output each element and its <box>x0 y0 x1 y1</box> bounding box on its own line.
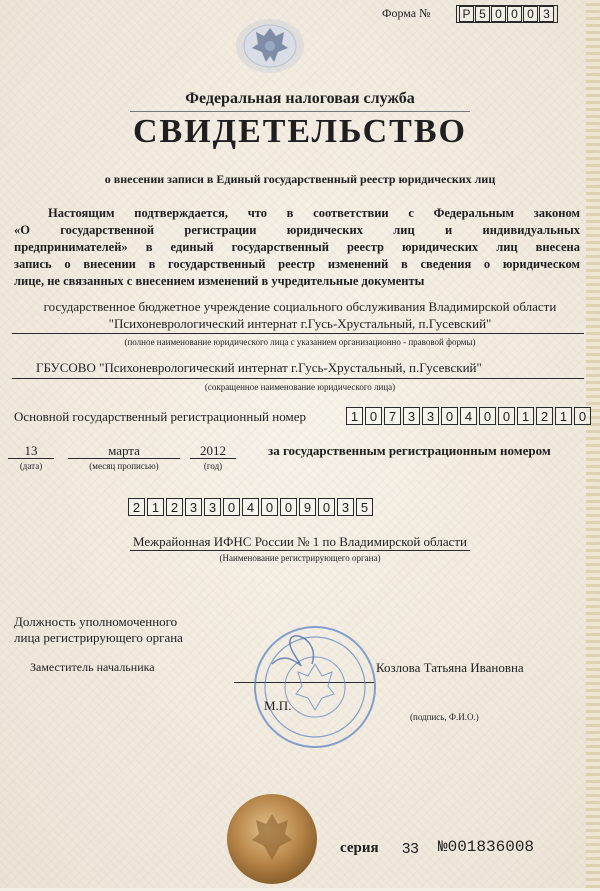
gold-seal-icon <box>224 792 320 886</box>
digit-cell: 3 <box>403 407 420 425</box>
digit-cell: 5 <box>356 498 373 516</box>
digit-cell: 4 <box>242 498 259 516</box>
form-code <box>456 5 558 23</box>
registration-label: за государственным регистрационным номером <box>268 443 551 458</box>
signatory-position: Заместитель начальника <box>30 660 155 674</box>
digit-cell: 0 <box>318 498 335 516</box>
digit-cell: 1 <box>555 407 572 425</box>
series-value: 33 <box>402 840 419 857</box>
digit-cell: 0 <box>479 407 496 425</box>
digit-cell: 2 <box>166 498 183 516</box>
statement-text <box>14 205 580 290</box>
underline <box>12 378 584 379</box>
underline <box>8 458 54 459</box>
digit-cell: 0 <box>365 407 382 425</box>
position-line1: Должность уполномоченного <box>14 614 178 629</box>
date-day: 13 <box>24 443 38 458</box>
grn-number <box>128 498 375 516</box>
digit-cell: 0 <box>507 6 522 22</box>
digit-cell: 0 <box>523 6 538 22</box>
digit-cell: 0 <box>261 498 278 516</box>
entity-full-name-line1: государственное бюджетное учреждение социального обслуживания Владимирской области <box>43 299 557 314</box>
short-name-caption: (сокращенное наименование юридического лица) <box>204 382 396 392</box>
statement-line: предпринимателей» в единый государственный реестр юридических лиц внесена <box>14 240 580 254</box>
digit-cell: 3 <box>422 407 439 425</box>
day-caption: (дата) <box>19 461 43 471</box>
digit-cell: 2 <box>536 407 553 425</box>
document-title: СВИДЕТЕЛЬСТВО <box>133 113 467 150</box>
series-label: серия <box>340 840 379 856</box>
statement-line: «О государственной регистрации юридических лиц и индивидуальных <box>14 223 580 237</box>
digit-cell: 0 <box>574 407 591 425</box>
emblem-icon <box>234 16 306 76</box>
digit-cell: 4 <box>460 407 477 425</box>
position-line2: лица регистрирующего органа <box>14 630 183 645</box>
full-name-caption: (полное наименование юридического лица с указанием организационно - правовой формы) <box>124 337 476 347</box>
digit-cell: 9 <box>299 498 316 516</box>
date-year: 2012 <box>200 443 226 458</box>
underline <box>190 458 236 459</box>
digit-cell: 3 <box>204 498 221 516</box>
underline <box>68 458 180 459</box>
divider <box>130 111 470 112</box>
signatory-name: Козлова Татьяна Ивановна <box>376 660 524 675</box>
authority-caption: (Наименование регистрирующего органа) <box>219 553 381 563</box>
digit-cell: 0 <box>498 407 515 425</box>
digit-cell: 3 <box>185 498 202 516</box>
digit-cell: 2 <box>128 498 145 516</box>
underline <box>12 333 584 334</box>
digit-cell: 1 <box>346 407 363 425</box>
authority-name: Межрайонная ИФНС России № 1 по Владимирской области <box>132 534 468 549</box>
ogrn-label: Основной государственный регистрационный номер <box>14 409 306 424</box>
form-label: Форма № <box>382 6 431 20</box>
digit-cell: 3 <box>337 498 354 516</box>
series-number: №001836008 <box>438 838 535 856</box>
statement-line: запись о внесении в государственный реестр изменений в сведения о юридическом <box>14 257 580 271</box>
date-month: марта <box>108 443 140 458</box>
digit-cell: 0 <box>280 498 297 516</box>
digit-cell: 5 <box>475 6 490 22</box>
digit-cell: 1 <box>517 407 534 425</box>
statement-line: Настоящим подтверждается, что в соответствии с Федеральным законом <box>48 206 580 220</box>
stamp-label: М.П. <box>264 698 292 713</box>
month-caption: (месяц прописью) <box>89 461 159 471</box>
document-subtitle: о внесении записи в Единый государственный реестр юридических лиц <box>104 172 496 186</box>
digit-cell: 3 <box>539 6 554 22</box>
underline <box>130 550 470 551</box>
year-caption: (год) <box>203 461 223 471</box>
digit-cell: Р <box>459 6 474 22</box>
agency-name: Федеральная налоговая служба <box>185 90 415 107</box>
digit-cell: 0 <box>491 6 506 22</box>
signature-caption: (подпись, Ф.И.О.) <box>410 712 479 722</box>
digit-cell: 0 <box>441 407 458 425</box>
ogrn-number <box>346 407 593 425</box>
statement-line: лице, не связанных с внесением изменений в учредительные документы <box>14 274 425 288</box>
digit-cell: 0 <box>223 498 240 516</box>
official-stamp-icon <box>252 624 378 750</box>
entity-short-name: ГБУСОВО "Психоневрологический интернат г.Гусь-Хрустальный, п.Гусевский" <box>36 360 482 375</box>
digit-cell: 1 <box>147 498 164 516</box>
digit-cell: 7 <box>384 407 401 425</box>
entity-full-name-line2: "Психоневрологический интернат г.Гусь-Хрустальный, п.Гусевский" <box>108 316 492 331</box>
